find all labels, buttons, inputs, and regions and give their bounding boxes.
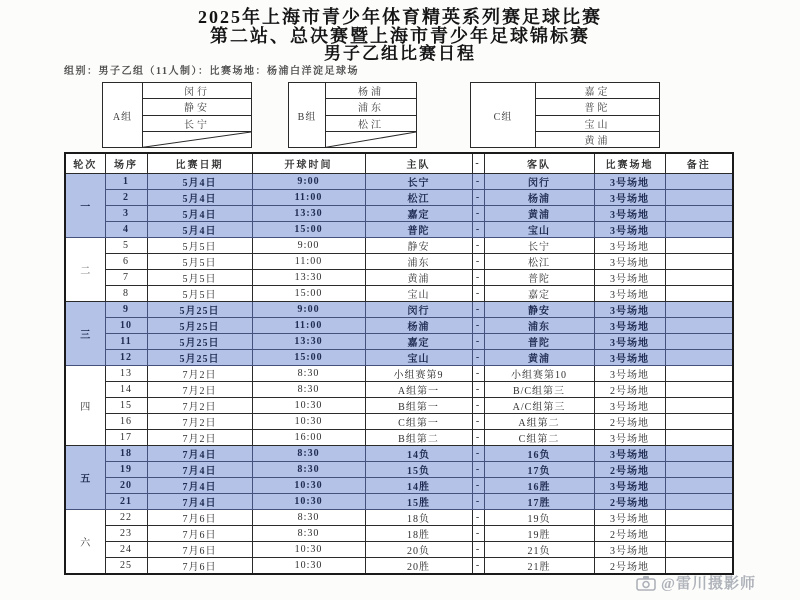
group-team: 宝山 — [536, 116, 659, 132]
venue: 3号场地 — [594, 446, 665, 462]
match-date: 5月25日 — [147, 334, 252, 350]
note — [665, 222, 733, 238]
note — [665, 446, 733, 462]
away-team: 长宁 — [484, 238, 594, 254]
group-team: 浦东 — [326, 99, 416, 115]
note — [665, 414, 733, 430]
venue: 2号场地 — [594, 558, 665, 575]
home-team: 浦东 — [365, 254, 472, 270]
match-row — [65, 526, 733, 542]
away-team: 21胜 — [484, 558, 594, 575]
match-no: 12 — [105, 350, 147, 366]
match-time: 9:00 — [252, 174, 365, 190]
match-time: 10:30 — [252, 414, 365, 430]
group-empty-slot — [143, 132, 251, 147]
note — [665, 494, 733, 510]
away-team: 19负 — [484, 510, 594, 526]
match-date: 7月6日 — [147, 526, 252, 542]
schedule-table-header — [65, 153, 733, 174]
away-team: 16负 — [484, 446, 594, 462]
vs-dash: - — [472, 558, 484, 575]
away-team: C组第二 — [484, 430, 594, 446]
vs-dash: - — [472, 398, 484, 414]
match-no: 13 — [105, 366, 147, 382]
round-label: 三 — [65, 302, 105, 366]
match-time: 15:00 — [252, 286, 365, 302]
away-team: 普陀 — [484, 334, 594, 350]
match-row — [65, 350, 733, 366]
home-team: 杨浦 — [365, 318, 472, 334]
home-team: 静安 — [365, 238, 472, 254]
venue: 3号场地 — [594, 206, 665, 222]
group-team: 杨浦 — [326, 83, 416, 99]
vs-dash: - — [472, 382, 484, 398]
vs-dash: - — [472, 542, 484, 558]
venue: 2号场地 — [594, 382, 665, 398]
match-row — [65, 286, 733, 302]
match-no: 9 — [105, 302, 147, 318]
venue: 2号场地 — [594, 414, 665, 430]
watermark-text: @雷川摄影师 — [661, 576, 756, 592]
document-title — [0, 8, 800, 63]
vs-dash: - — [472, 254, 484, 270]
vs-dash: - — [472, 494, 484, 510]
match-time: 9:00 — [252, 302, 365, 318]
vs-dash: - — [472, 526, 484, 542]
match-date: 5月5日 — [147, 286, 252, 302]
home-team: A组第一 — [365, 382, 472, 398]
match-row — [65, 222, 733, 238]
away-team: 杨浦 — [484, 190, 594, 206]
note — [665, 254, 733, 270]
away-team: 17胜 — [484, 494, 594, 510]
match-time: 13:30 — [252, 334, 365, 350]
match-date: 7月2日 — [147, 430, 252, 446]
vs-dash: - — [472, 446, 484, 462]
match-time: 10:30 — [252, 542, 365, 558]
match-row — [65, 430, 733, 446]
venue: 3号场地 — [594, 334, 665, 350]
vs-dash: - — [472, 302, 484, 318]
round-label: 六 — [65, 510, 105, 575]
home-team: 18胜 — [365, 526, 472, 542]
vs-dash: - — [472, 222, 484, 238]
column-header: - — [472, 153, 484, 174]
venue: 3号场地 — [594, 430, 665, 446]
home-team: 嘉定 — [365, 206, 472, 222]
watermark — [636, 572, 756, 593]
match-no: 2 — [105, 190, 147, 206]
column-header: 比赛日期 — [147, 153, 252, 174]
match-no: 4 — [105, 222, 147, 238]
match-time: 10:30 — [252, 478, 365, 494]
group-label: A组 — [103, 83, 143, 147]
away-team: 黄浦 — [484, 206, 594, 222]
group-team-list — [536, 83, 659, 147]
home-team: C组第一 — [365, 414, 472, 430]
match-row — [65, 398, 733, 414]
column-header: 比赛场地 — [594, 153, 665, 174]
match-no: 16 — [105, 414, 147, 430]
match-row — [65, 270, 733, 286]
match-time: 8:30 — [252, 510, 365, 526]
venue: 3号场地 — [594, 254, 665, 270]
match-date: 5月4日 — [147, 222, 252, 238]
column-header: 客队 — [484, 153, 594, 174]
match-row — [65, 558, 733, 575]
away-team: A/C组第三 — [484, 398, 594, 414]
match-row — [65, 254, 733, 270]
match-time: 16:00 — [252, 430, 365, 446]
match-row — [65, 302, 733, 318]
match-row — [65, 494, 733, 510]
match-row — [65, 206, 733, 222]
match-time: 8:30 — [252, 382, 365, 398]
match-time: 15:00 — [252, 350, 365, 366]
vs-dash: - — [472, 350, 484, 366]
match-no: 7 — [105, 270, 147, 286]
match-no: 22 — [105, 510, 147, 526]
match-row — [65, 190, 733, 206]
match-date: 7月6日 — [147, 558, 252, 575]
match-no: 5 — [105, 238, 147, 254]
away-team: 普陀 — [484, 270, 594, 286]
title-line-2: 第二站、总决赛暨上海市青少年足球锦标赛 — [210, 26, 590, 46]
match-time: 8:30 — [252, 526, 365, 542]
note — [665, 430, 733, 446]
match-no: 6 — [105, 254, 147, 270]
away-team: 静安 — [484, 302, 594, 318]
match-no: 25 — [105, 558, 147, 575]
round-label: 一 — [65, 174, 105, 238]
match-date: 7月6日 — [147, 510, 252, 526]
match-no: 10 — [105, 318, 147, 334]
group-info-line: 组别：男子乙组（11人制）：比赛场地：杨浦白洋淀足球场 — [64, 66, 359, 77]
match-date: 7月6日 — [147, 542, 252, 558]
venue: 3号场地 — [594, 174, 665, 190]
home-team: 嘉定 — [365, 334, 472, 350]
match-no: 20 — [105, 478, 147, 494]
home-team: 普陀 — [365, 222, 472, 238]
home-team: 长宁 — [365, 174, 472, 190]
venue: 2号场地 — [594, 526, 665, 542]
away-team: 19胜 — [484, 526, 594, 542]
match-date: 7月4日 — [147, 478, 252, 494]
title-line-1: 2025年上海市青少年体育精英系列赛足球比赛 — [198, 7, 602, 27]
match-row — [65, 382, 733, 398]
match-no: 24 — [105, 542, 147, 558]
group-box — [288, 82, 417, 148]
match-no: 3 — [105, 206, 147, 222]
group-label: C组 — [471, 83, 536, 147]
away-team: 松江 — [484, 254, 594, 270]
group-label: B组 — [289, 83, 326, 147]
away-team: A组第二 — [484, 414, 594, 430]
home-team: 20胜 — [365, 558, 472, 575]
group-team: 静安 — [143, 99, 251, 115]
match-date: 7月2日 — [147, 398, 252, 414]
column-header: 主队 — [365, 153, 472, 174]
venue: 3号场地 — [594, 318, 665, 334]
note — [665, 350, 733, 366]
venue: 3号场地 — [594, 366, 665, 382]
match-time: 10:30 — [252, 398, 365, 414]
note — [665, 174, 733, 190]
match-time: 13:30 — [252, 206, 365, 222]
group-team: 嘉定 — [536, 83, 659, 99]
match-row — [65, 334, 733, 350]
venue: 2号场地 — [594, 494, 665, 510]
venue: 3号场地 — [594, 286, 665, 302]
venue: 3号场地 — [594, 510, 665, 526]
note — [665, 206, 733, 222]
vs-dash: - — [472, 510, 484, 526]
note — [665, 302, 733, 318]
note — [665, 366, 733, 382]
home-team: 14负 — [365, 446, 472, 462]
away-team: 浦东 — [484, 318, 594, 334]
match-time: 11:00 — [252, 318, 365, 334]
match-date: 5月4日 — [147, 190, 252, 206]
match-date: 5月4日 — [147, 206, 252, 222]
match-date: 7月4日 — [147, 446, 252, 462]
vs-dash: - — [472, 462, 484, 478]
match-row — [65, 446, 733, 462]
away-team: 21负 — [484, 542, 594, 558]
match-date: 5月5日 — [147, 254, 252, 270]
match-date: 5月4日 — [147, 174, 252, 190]
camera-icon — [636, 575, 656, 591]
match-date: 5月25日 — [147, 318, 252, 334]
round-label: 四 — [65, 366, 105, 446]
venue: 3号场地 — [594, 238, 665, 254]
title-line-3: 男子乙组比赛日程 — [324, 44, 476, 63]
match-row — [65, 174, 733, 190]
match-row — [65, 542, 733, 558]
match-no: 8 — [105, 286, 147, 302]
vs-dash: - — [472, 414, 484, 430]
note — [665, 238, 733, 254]
schedule-table — [64, 152, 734, 575]
group-team: 黄浦 — [584, 135, 611, 147]
vs-dash: - — [472, 270, 484, 286]
match-date: 5月5日 — [147, 238, 252, 254]
match-no: 15 — [105, 398, 147, 414]
vs-dash: - — [472, 430, 484, 446]
home-team: 松江 — [365, 190, 472, 206]
venue: 3号场地 — [594, 478, 665, 494]
home-team: B组第二 — [365, 430, 472, 446]
away-team: 闵行 — [484, 174, 594, 190]
match-time: 8:30 — [252, 366, 365, 382]
home-team: 15胜 — [365, 494, 472, 510]
match-date: 5月25日 — [147, 302, 252, 318]
venue: 3号场地 — [594, 542, 665, 558]
match-row — [65, 238, 733, 254]
column-header: 场序 — [105, 153, 147, 174]
venue: 3号场地 — [594, 222, 665, 238]
group-team: 闵行 — [143, 83, 251, 99]
away-team: 17负 — [484, 462, 594, 478]
match-time: 8:30 — [252, 446, 365, 462]
diagonal-line — [143, 132, 251, 147]
vs-dash: - — [472, 206, 484, 222]
match-row — [65, 318, 733, 334]
column-header: 轮次 — [65, 153, 105, 174]
diagonal-line — [326, 132, 416, 147]
group-box — [470, 82, 660, 148]
home-team: 18负 — [365, 510, 472, 526]
match-no: 17 — [105, 430, 147, 446]
vs-dash: - — [472, 366, 484, 382]
note — [665, 286, 733, 302]
match-time: 9:00 — [252, 238, 365, 254]
match-no: 23 — [105, 526, 147, 542]
group-box — [102, 82, 252, 148]
match-time: 13:30 — [252, 270, 365, 286]
note — [665, 382, 733, 398]
match-no: 21 — [105, 494, 147, 510]
home-team: B组第一 — [365, 398, 472, 414]
note — [665, 542, 733, 558]
note — [665, 270, 733, 286]
home-team: 宝山 — [365, 286, 472, 302]
away-team: 16胜 — [484, 478, 594, 494]
group-team-list — [143, 83, 251, 147]
home-team: 闵行 — [365, 302, 472, 318]
note — [665, 526, 733, 542]
group-team: 松江 — [326, 116, 416, 132]
home-team: 14胜 — [365, 478, 472, 494]
match-date: 7月4日 — [147, 494, 252, 510]
venue: 3号场地 — [594, 270, 665, 286]
note — [665, 190, 733, 206]
note — [665, 334, 733, 350]
match-no: 19 — [105, 462, 147, 478]
match-time: 11:00 — [252, 190, 365, 206]
venue: 2号场地 — [594, 462, 665, 478]
match-no: 11 — [105, 334, 147, 350]
match-date: 7月4日 — [147, 462, 252, 478]
away-team: 小组赛第10 — [484, 366, 594, 382]
away-team: 宝山 — [484, 222, 594, 238]
venue: 3号场地 — [594, 398, 665, 414]
vs-dash: - — [472, 238, 484, 254]
group-team: 长宁 — [143, 116, 251, 132]
away-team: B/C组第三 — [484, 382, 594, 398]
match-no: 18 — [105, 446, 147, 462]
home-team: 20负 — [365, 542, 472, 558]
group-team: 普陀 — [536, 99, 659, 115]
group-team-list — [326, 83, 416, 147]
match-date: 7月2日 — [147, 414, 252, 430]
match-row — [65, 462, 733, 478]
match-date: 5月5日 — [147, 270, 252, 286]
match-row — [65, 510, 733, 526]
match-time: 8:30 — [252, 462, 365, 478]
vs-dash: - — [472, 174, 484, 190]
match-time: 10:30 — [252, 558, 365, 575]
group-empty-slot — [326, 132, 416, 147]
match-time: 10:30 — [252, 494, 365, 510]
home-team: 小组赛第9 — [365, 366, 472, 382]
away-team: 嘉定 — [484, 286, 594, 302]
match-date: 7月2日 — [147, 366, 252, 382]
match-no: 1 — [105, 174, 147, 190]
note — [665, 478, 733, 494]
note — [665, 510, 733, 526]
match-no: 14 — [105, 382, 147, 398]
column-header: 开球时间 — [252, 153, 365, 174]
note — [665, 318, 733, 334]
venue: 3号场地 — [594, 190, 665, 206]
vs-dash: - — [472, 286, 484, 302]
vs-dash: - — [472, 190, 484, 206]
round-label: 二 — [65, 238, 105, 302]
venue: 3号场地 — [594, 302, 665, 318]
match-row — [65, 366, 733, 382]
match-time: 15:00 — [252, 222, 365, 238]
column-header: 备注 — [665, 153, 733, 174]
vs-dash: - — [472, 334, 484, 350]
vs-dash: - — [472, 478, 484, 494]
round-label: 五 — [65, 446, 105, 510]
note — [665, 462, 733, 478]
match-date: 5月25日 — [147, 350, 252, 366]
match-row — [65, 478, 733, 494]
venue: 3号场地 — [594, 350, 665, 366]
away-team: 黄浦 — [484, 350, 594, 366]
note — [665, 398, 733, 414]
match-row — [65, 414, 733, 430]
home-team: 宝山 — [365, 350, 472, 366]
home-team: 15负 — [365, 462, 472, 478]
vs-dash: - — [472, 318, 484, 334]
match-time: 11:00 — [252, 254, 365, 270]
match-date: 7月2日 — [147, 382, 252, 398]
home-team: 黄浦 — [365, 270, 472, 286]
